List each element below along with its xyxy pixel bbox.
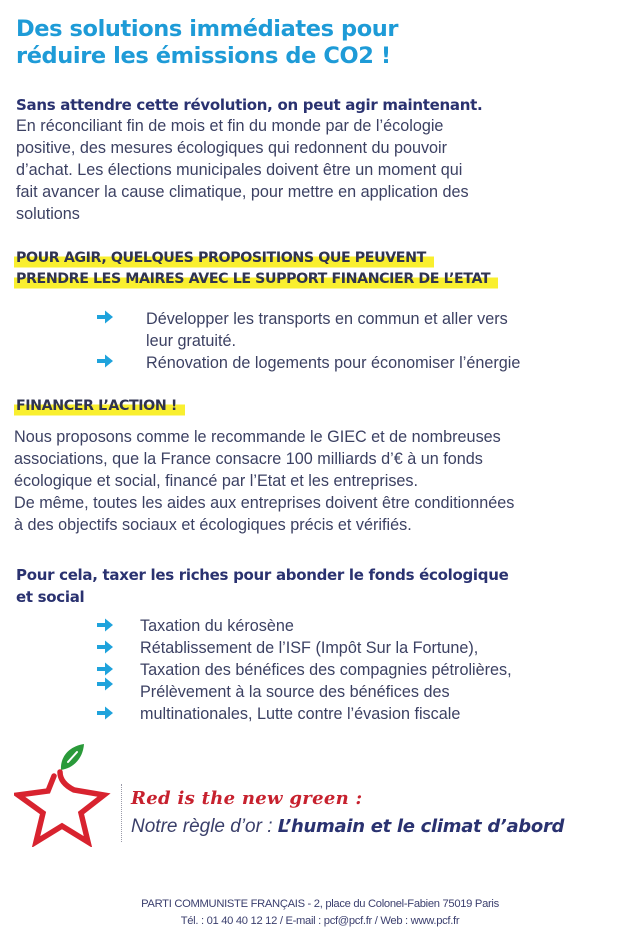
list-item: multinationales, Lutte contre l’évasion fiscale — [140, 703, 620, 725]
footer-address: PARTI COMMUNISTE FRANÇAIS - 2, place du Colonel-Fabien 75019 Paris — [141, 898, 499, 910]
section-agir-heading: POUR AGIR, QUELQUES PROPOSITIONS QUE PEUVENT PRENDRE LES MAIRES AVEC LE SUPPORT FINANCIER DE L’ETAT — [14, 248, 498, 290]
agir-bullet-list — [146, 308, 616, 374]
arrow-right-icon — [96, 640, 114, 654]
intro-line: fait avancer la cause climatique, pour mettre en application des — [16, 183, 469, 201]
arrow-right-icon — [96, 354, 114, 368]
intro-lead: Sans attendre cette révolution, on peut agir maintenant. — [16, 96, 483, 114]
list-item: Taxation du kérosène — [140, 615, 620, 637]
list-item: Rénovation de logements pour économiser l’énergie — [146, 352, 616, 374]
intro-line: En réconciliant fin de mois et fin du monde par de l’écologie — [16, 117, 444, 135]
intro-line: d’achat. Les élections municipales doivent être un moment qui — [16, 161, 463, 179]
footer-contact — [0, 896, 640, 930]
title-line-2: réduire les émissions de CO2 ! — [14, 43, 484, 70]
list-item: Taxation des bénéfices des compagnies pétrolières, — [140, 659, 620, 681]
slogan: Red is the new green : — [131, 788, 363, 809]
intro-line: positive, des mesures écologiques qui redonnent du pouvoir — [16, 139, 448, 157]
arrow-right-icon — [96, 662, 114, 676]
taxer-bullet-list — [140, 615, 620, 725]
intro-line: solutions — [16, 205, 80, 223]
page-title — [14, 16, 484, 70]
golden-rule: Notre règle d’or : L’humain et le climat d’abord — [131, 816, 565, 837]
dotted-divider — [121, 784, 122, 842]
signature-block — [14, 742, 624, 852]
title-line-1: Des solutions immédiates pour — [14, 16, 484, 43]
section-financer-heading: FINANCER L’ACTION ! — [14, 396, 185, 417]
list-item: Prélèvement à la source des bénéfices des — [140, 681, 620, 703]
list-item: Développer les transports en commun et aller vers leur gratuité. — [146, 308, 616, 352]
list-item: Rétablissement de l’ISF (Impôt Sur la Fortune), — [140, 637, 620, 659]
footer-contact-line: Tél. : 01 40 40 12 12 / E-mail : pcf@pcf.fr / Web : www.pcf.fr — [180, 915, 460, 927]
red-star-apple-logo-icon — [14, 742, 114, 847]
arrow-right-icon — [96, 618, 114, 632]
arrow-right-icon — [96, 677, 114, 691]
financer-paragraph: Nous proposons comme le recommande le GIEC et de nombreuses associations, que la France consacre 100 milliards d’€ à un fonds écologique et social, financé par l’Etat et les entreprises. De même, toutes les aides aux entreprises doivent être conditionnées à des objectifs sociaux et écologiques précis et vérifiés. — [14, 428, 515, 534]
intro-section — [16, 95, 626, 225]
section-taxer-heading: Pour cela, taxer les riches pour abonder le fonds écologique et social — [16, 566, 509, 606]
arrow-right-icon — [96, 310, 114, 324]
arrow-right-icon — [96, 706, 114, 720]
